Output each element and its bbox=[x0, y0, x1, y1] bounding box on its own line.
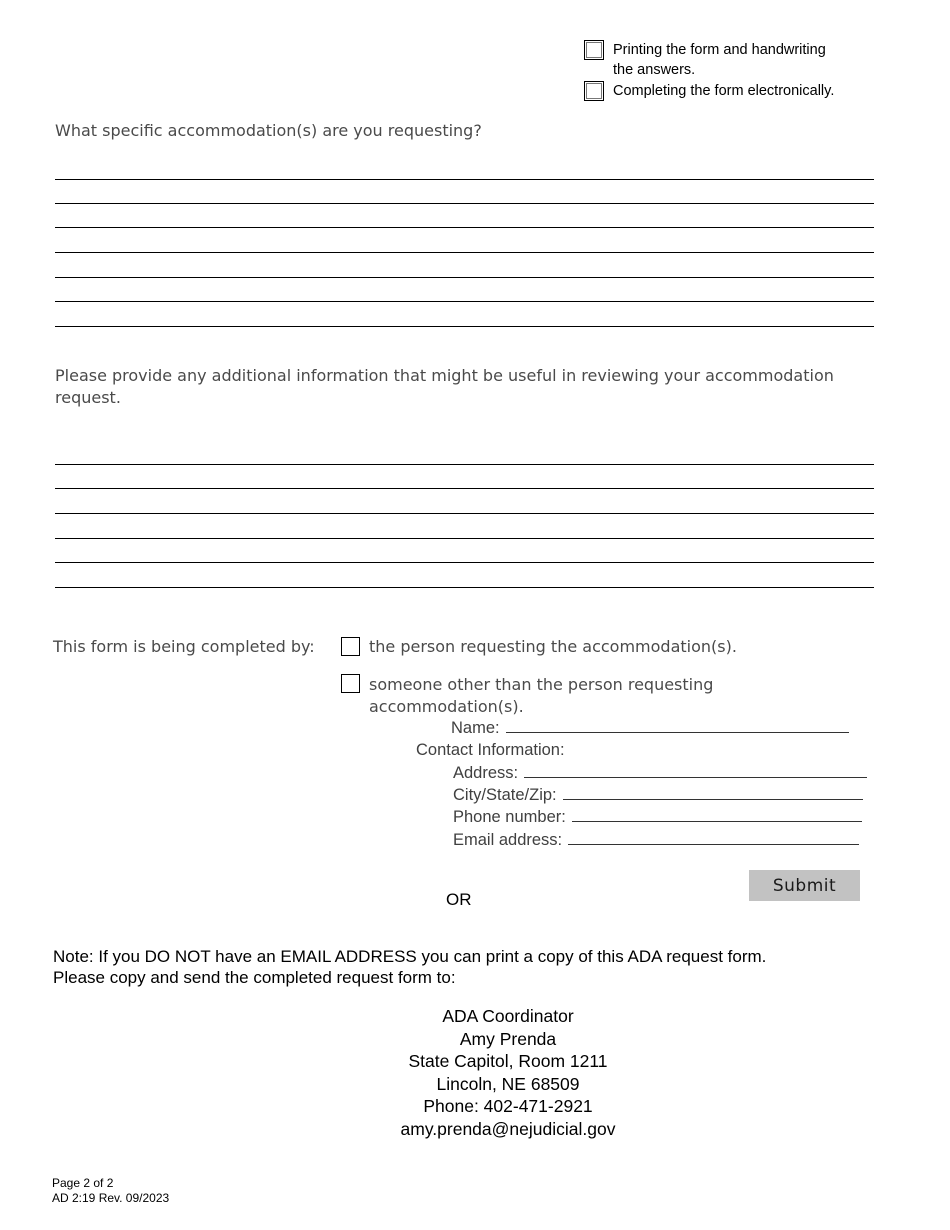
answer-line[interactable] bbox=[55, 587, 874, 588]
name-field[interactable]: Name: bbox=[451, 719, 849, 738]
answer-line[interactable] bbox=[55, 513, 874, 514]
answer-line[interactable] bbox=[55, 252, 874, 253]
answer-line[interactable] bbox=[55, 538, 874, 539]
contact-email: amy.prenda@nejudicial.gov bbox=[400, 1118, 616, 1139]
contact-title: ADA Coordinator bbox=[442, 1006, 574, 1026]
page-footer bbox=[52, 1176, 169, 1206]
completed-by-self-label: the person requesting the accommodation(s). bbox=[369, 637, 737, 656]
or-separator: OR bbox=[446, 890, 472, 909]
city-state-zip-input-line[interactable] bbox=[563, 798, 863, 800]
contact-phone: Phone: 402-471-2921 bbox=[423, 1096, 593, 1116]
contact-city: Lincoln, NE 68509 bbox=[436, 1073, 580, 1094]
print-handwrite-label: Printing the form and handwriting the answers. bbox=[613, 42, 826, 78]
address-field[interactable]: Address: bbox=[453, 764, 867, 783]
form-id: AD 2:19 Rev. 09/2023 bbox=[52, 1191, 170, 1205]
completed-by-self-checkbox[interactable] bbox=[341, 637, 360, 656]
answer-line[interactable] bbox=[55, 326, 874, 327]
phone-input-line[interactable] bbox=[572, 820, 862, 822]
answer-line[interactable] bbox=[55, 464, 874, 465]
answer-line[interactable] bbox=[55, 227, 874, 228]
note-text: Note: If you DO NOT have an EMAIL ADDRESS you can print a copy of this ADA request form. Please copy and send the completed request form to: bbox=[53, 947, 767, 987]
city-state-zip-field[interactable]: City/State/Zip: bbox=[453, 786, 863, 805]
completed-by-label: This form is being completed by: bbox=[53, 637, 315, 656]
complete-electronically-label: Completing the form electronically. bbox=[613, 83, 835, 99]
contact-name: Amy Prenda bbox=[459, 1028, 557, 1049]
email-input-line[interactable] bbox=[568, 843, 859, 845]
contact-street: State Capitol, Room 1211 bbox=[408, 1051, 608, 1071]
answer-line[interactable] bbox=[55, 488, 874, 489]
answer-line[interactable] bbox=[55, 203, 874, 204]
accommodations-question: What specific accommodation(s) are you requesting? bbox=[55, 121, 482, 140]
page-number: Page 2 of 2 bbox=[52, 1176, 114, 1190]
answer-line[interactable] bbox=[55, 277, 874, 278]
phone-field[interactable]: Phone number: bbox=[453, 808, 862, 827]
email-field[interactable]: Email address: bbox=[453, 831, 859, 850]
name-input-line[interactable] bbox=[506, 731, 849, 733]
completed-by-other-checkbox[interactable] bbox=[341, 674, 360, 693]
contact-info-heading: Contact Information: bbox=[416, 741, 565, 759]
address-input-line[interactable] bbox=[524, 776, 867, 778]
print-handwrite-checkbox[interactable] bbox=[584, 40, 604, 60]
answer-line[interactable] bbox=[55, 301, 874, 302]
answer-line[interactable] bbox=[55, 562, 874, 563]
complete-electronically-checkbox[interactable] bbox=[584, 81, 604, 101]
submit-button[interactable]: Submit bbox=[749, 870, 860, 901]
completed-by-other-label: someone other than the person requesting accommodation(s). bbox=[369, 675, 714, 716]
contact-address-block bbox=[58, 1005, 950, 1140]
answer-line[interactable] bbox=[55, 179, 874, 180]
additional-info-question: Please provide any additional information that might be useful in reviewing your accommodation request. bbox=[55, 366, 834, 407]
